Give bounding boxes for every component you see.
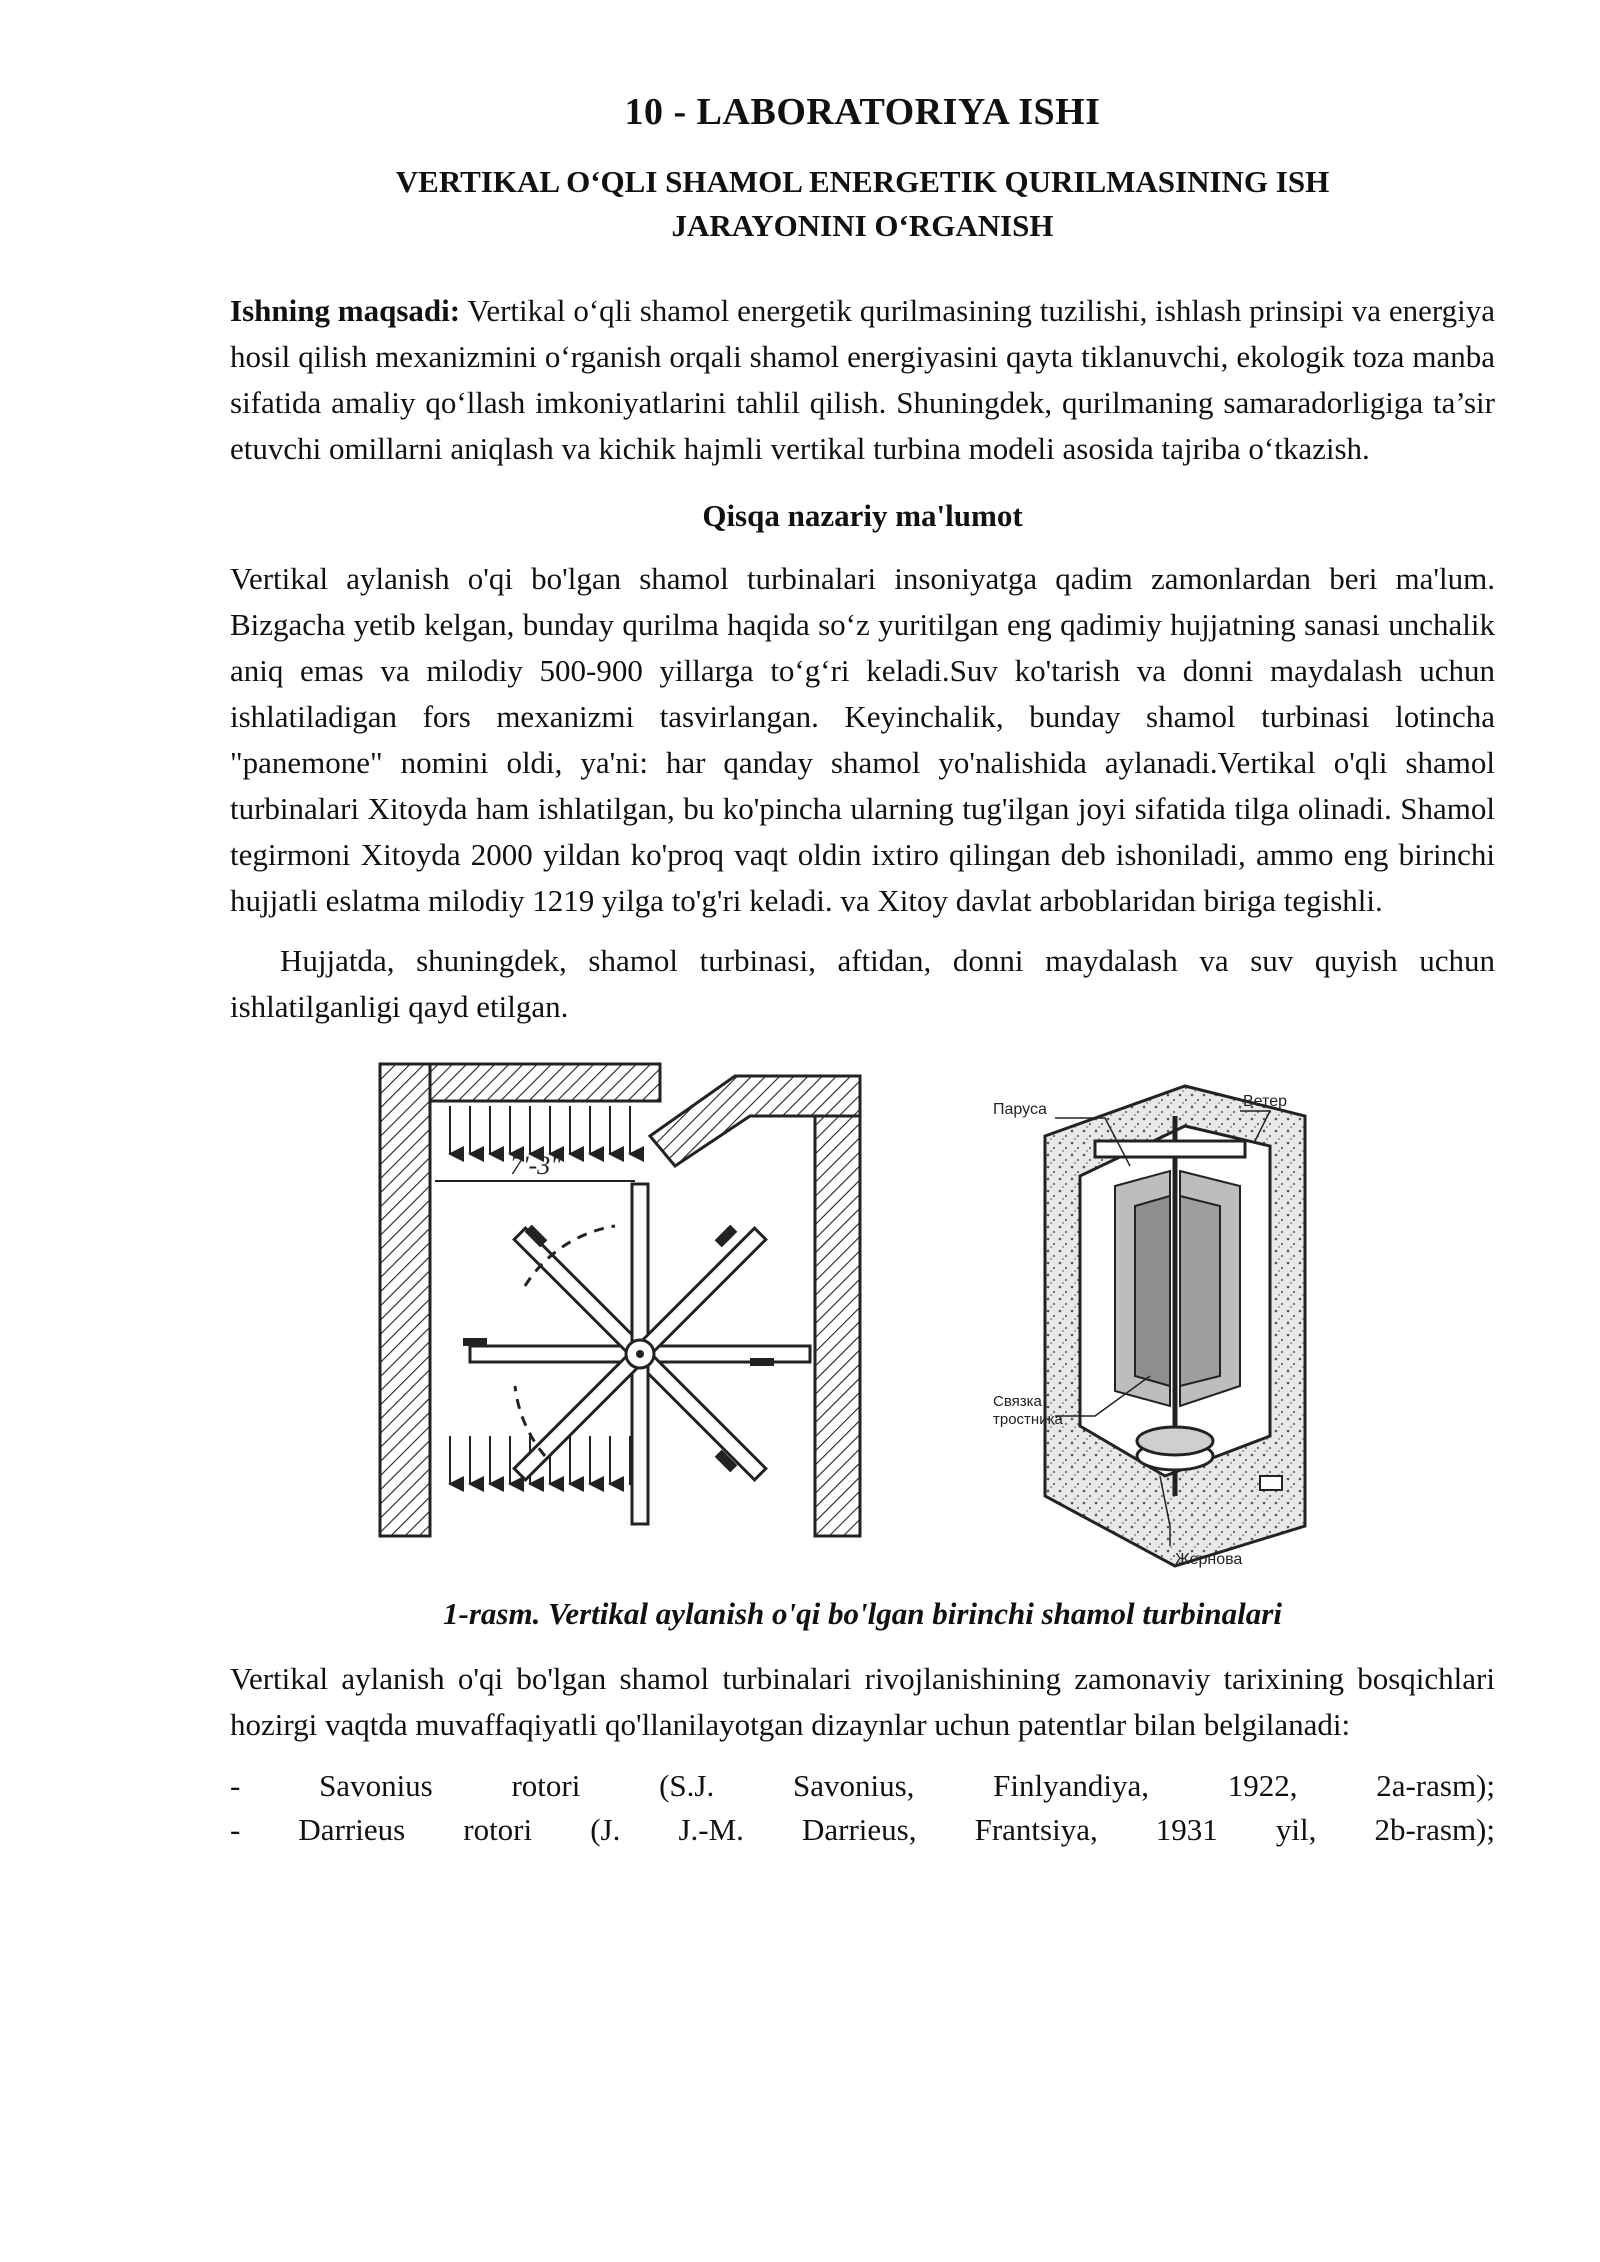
list-word: Savonius: [319, 1768, 433, 1803]
label-reed-2: тростника: [993, 1411, 1063, 1428]
list-word: -: [230, 1812, 241, 1847]
label-wind: Ветер: [1243, 1093, 1287, 1110]
list-word: rotori: [463, 1812, 533, 1847]
list-word: 2b-rasm);: [1374, 1812, 1495, 1847]
subtitle-line-1: VERTIKAL O‘QLI SHAMOL ENERGETIK QURILMASINING ISH: [395, 164, 1330, 199]
aim-text: Vertikal o‘qli shamol energetik qurilmasining tuzilishi, ishlash prinsipi va energiya hosil qilish mexanizmini o‘rganish orqali shamol energiyasini qayta tiklanuvchi, ekologik toza manba sifatida amaliy qo‘llash imkoniyatlarini tahlil qilish. Shuningdek, qurilmaning samaradorligiga ta’sir etuvchi omillarni aniqlash va kichik hajmli vertikal turbina modeli asosida tajriba o‘tkazish.: [230, 293, 1495, 466]
aim-paragraph: [230, 288, 1495, 472]
patent-list: [230, 1764, 1495, 1852]
list-word: Frantsiya,: [974, 1812, 1098, 1847]
list-item-savonius: [230, 1764, 1495, 1808]
list-item-darrieus: [230, 1808, 1495, 1852]
list-word: rotori: [511, 1768, 581, 1803]
list-word: Finlyandiya,: [993, 1768, 1149, 1803]
windmill-tower-sketch: [985, 1056, 1345, 1576]
dimension-label: 7'-3": [510, 1151, 562, 1180]
figure-caption: 1-rasm. Vertikal aylanish o'qi bo'lgan birinchi shamol turbinalari: [443, 1596, 1282, 1631]
modern-history-paragraph: Vertikal aylanish o'qi bo'lgan shamol turbinalari rivojlanishining zamonaviy tarixining bosqichlari hozirgi vaqtda muvaffaqiyatli qo'llanilayotgan dizaynlar uchun patentlar bilan belgilanadi:: [230, 1661, 1495, 1742]
list-word: Darrieus: [298, 1812, 406, 1847]
aim-label: Ishning maqsadi:: [230, 293, 461, 328]
label-millstones: Жернова: [1175, 1551, 1243, 1568]
page-subtitle: [230, 160, 1495, 248]
list-word: 1922,: [1227, 1768, 1298, 1803]
theory-paragraph-1: Vertikal aylanish o'qi bo'lgan shamol turbinalari insoniyatga qadim zamonlardan beri ma'lum. Bizgacha yetib kelgan, bunday qurilma haqida so‘z yuritilgan eng qadimiy hujjatning sanasi unchalik aniq emas va milodiy 500-900 yillarga to‘g‘ri keladi.Suv ko'tarish va donni maydalash uchun ishlatiladigan fors mexanizmi tasvirlangan. Keyinchalik, bunday shamol turbinasi lotincha "panemone" nomini oldi, ya'ni: har qanday shamol yo'nalishida aylanadi.Vertikal o'qli shamol turbinalari Xitoyda ham ishlatilgan, bu ko'pincha ularning tug'ilgan joyi sifatida tilga olinadi. Shamol tegirmoni Xitoyda 2000 yildan ko'proq vaqt oldin ixtiro qilingan deb ishoniladi, ammo eng birinchi hujjatli eslatma milodiy 1219 yilga to'g'ri keladi. va Xitoy davlat arboblaridan biriga tegishli.: [230, 561, 1495, 918]
list-word: yil,: [1275, 1812, 1317, 1847]
label-reed-1: Связка: [993, 1393, 1042, 1410]
page-title: 10 - LABORATORIYA ISHI: [624, 91, 1101, 133]
list-word: Savonius,: [792, 1768, 915, 1803]
document-page: [230, 90, 1495, 1852]
label-sails: Паруса: [993, 1101, 1047, 1118]
list-word: (S.J.: [659, 1768, 715, 1803]
list-word: J.-M.: [678, 1812, 744, 1847]
theory-paragraph-2: Hujjatda, shuningdek, shamol turbinasi, aftidan, donni maydalash va suv quyish uchun ishlatilganligi qayd etilgan.: [230, 943, 1495, 1024]
list-word: 2a-rasm);: [1376, 1768, 1495, 1803]
list-word: 1931: [1155, 1812, 1218, 1847]
figure-1: [230, 1056, 1495, 1586]
subtitle-line-2: JARAYONINI O‘RGANISH: [671, 208, 1054, 243]
theory-heading: Qisqa nazariy ma'lumot: [702, 498, 1023, 533]
list-word: -: [230, 1768, 241, 1803]
list-word: (J.: [590, 1812, 621, 1847]
list-word: Darrieus,: [802, 1812, 917, 1847]
panemone-plan-diagram: [375, 1056, 880, 1556]
